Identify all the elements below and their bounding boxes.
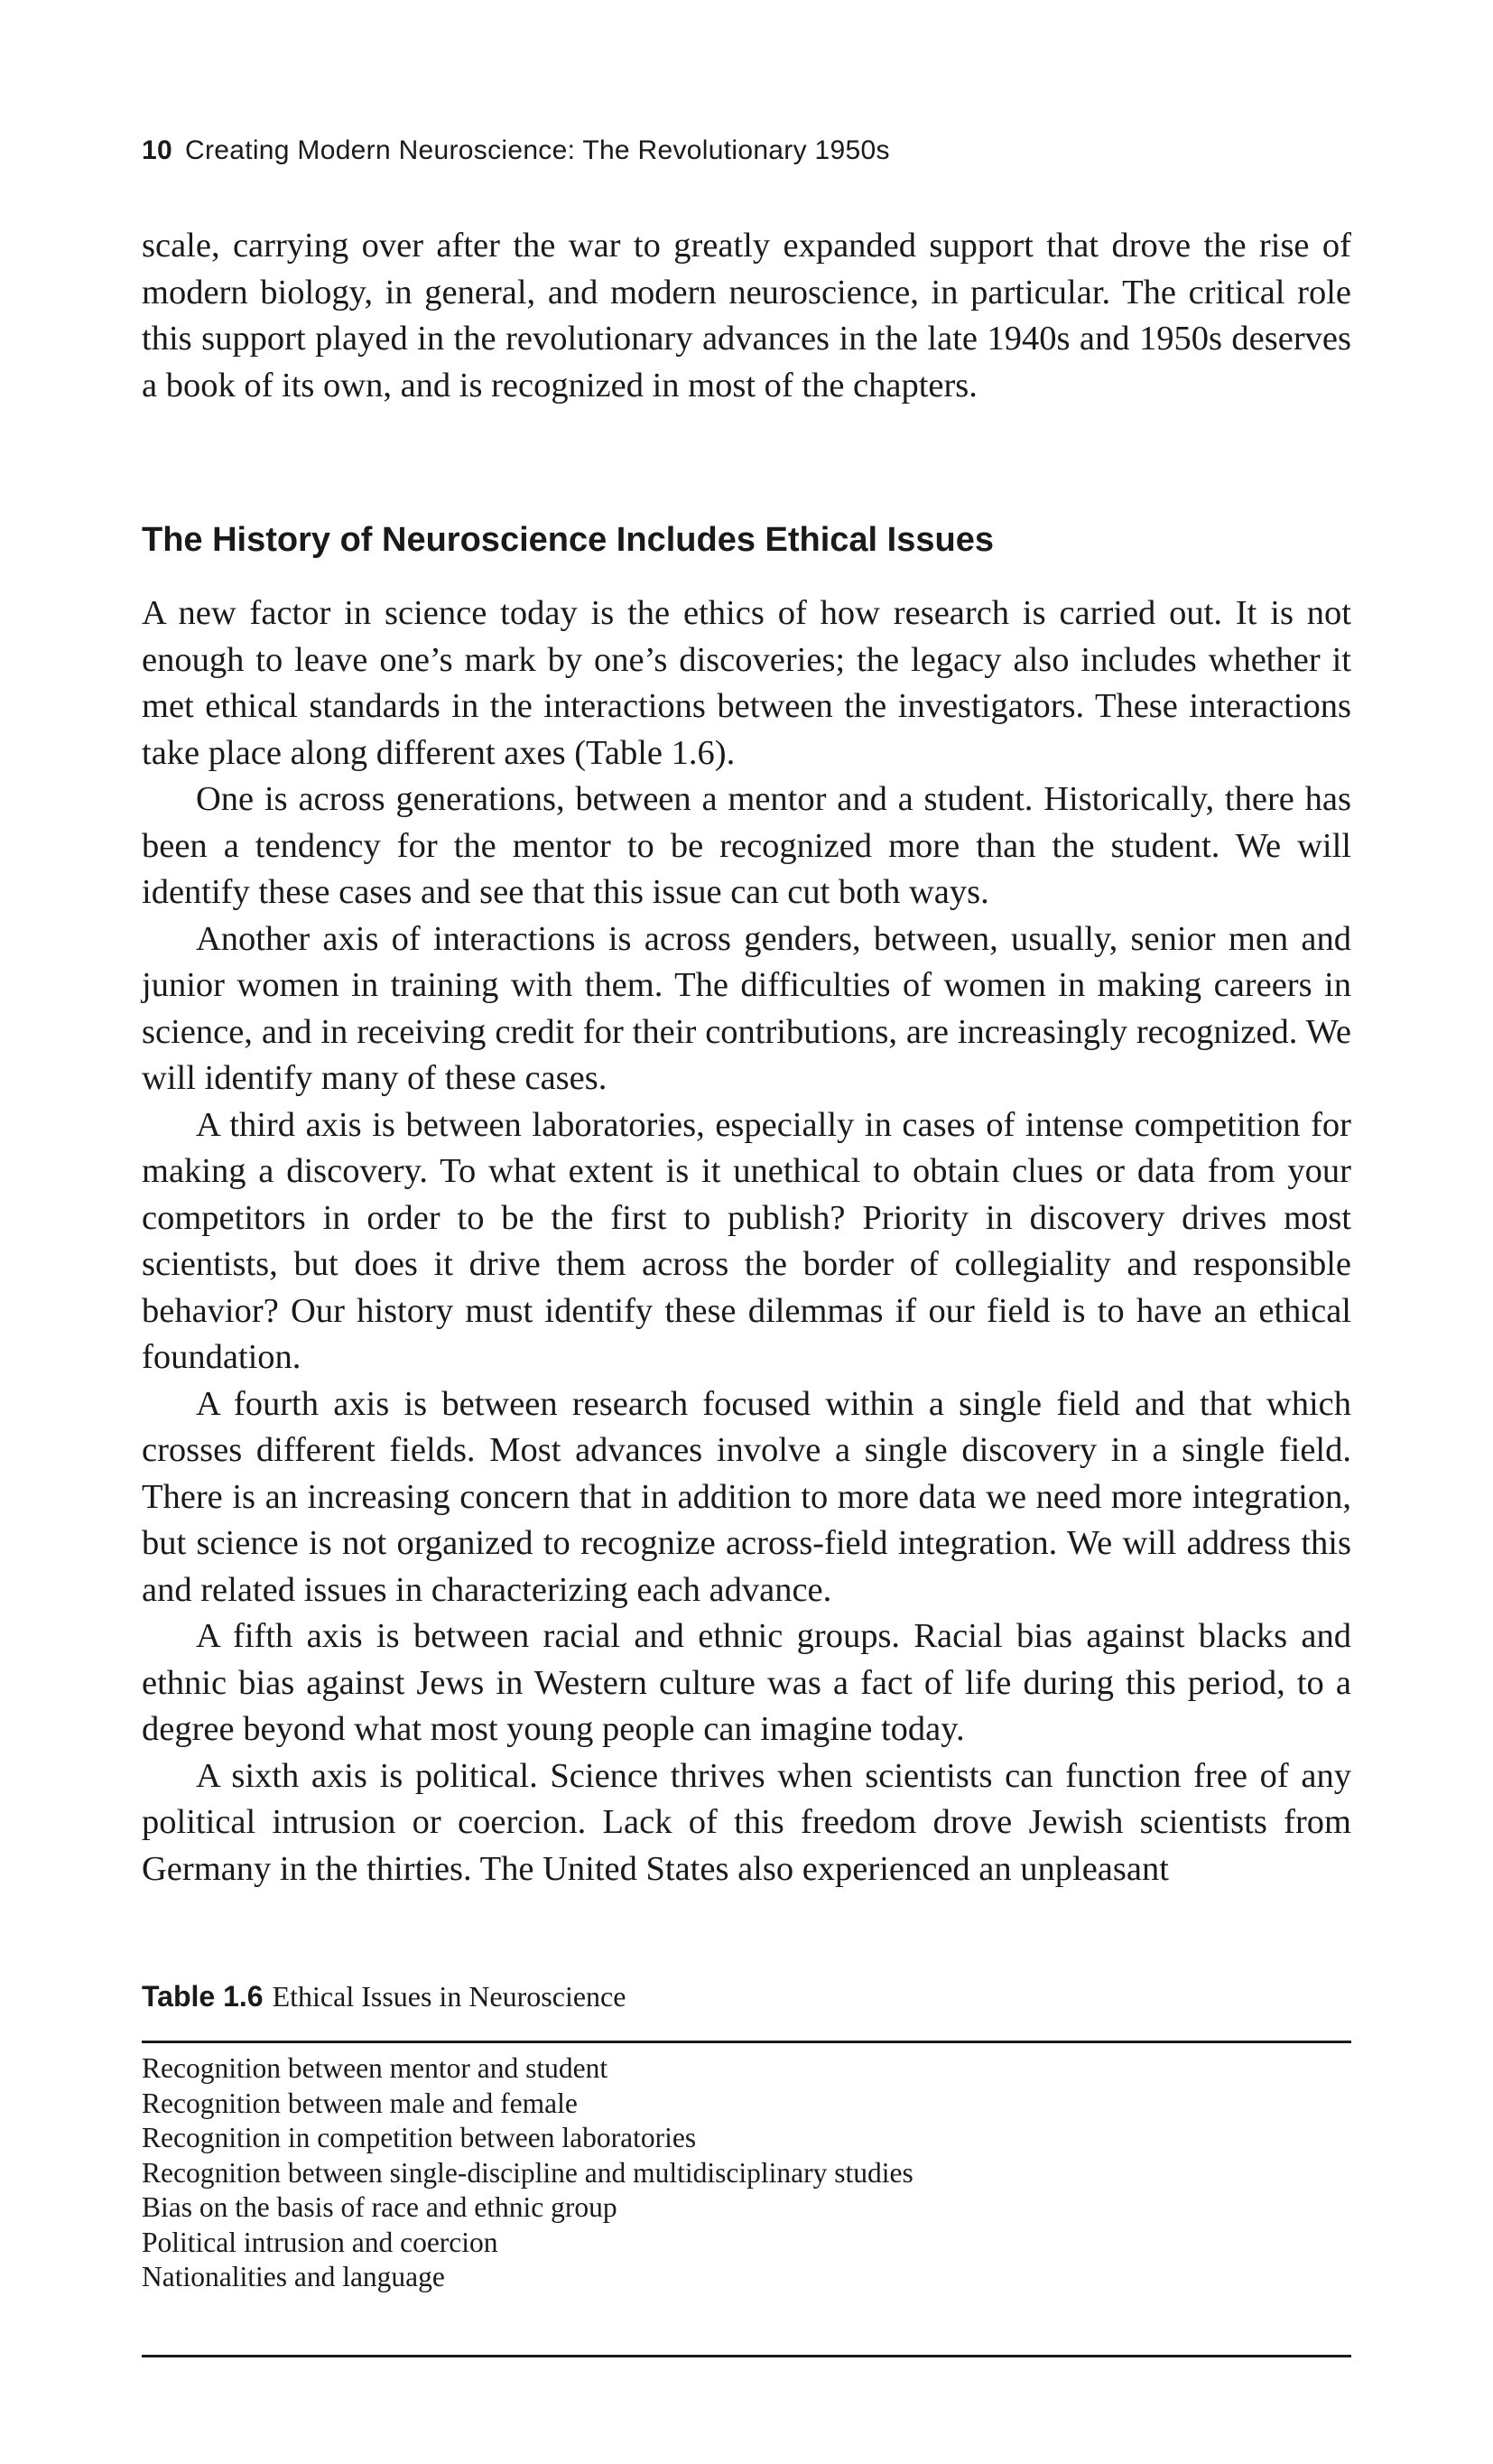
intro-paragraph: scale, carrying over after the war to greatly expanded support that drove the rise of modern biology, in general, and modern neuroscience, in particular. The critical role this support played in the revolutionary advances in the late 1940s and 1950s deserves a book of its own, and is recognized in most of the chapters. (142, 227, 1351, 404)
table-body (142, 2051, 1351, 2295)
section-paragraph: A sixth axis is political. Science thrives when scientists can function free of any political intrusion or coercion. Lack of this freedom drove Jewish scientists from Germany in the thirties. The United States also experienced an unpleasant (142, 1756, 1351, 1888)
section-paragraph: Another axis of interactions is across genders, between, usually, senior men and junior women in training with them. The difficulties of women in making careers in science, and in receiving credit for their contributions, are increasingly recognized. We will identify many of these cases. (142, 919, 1351, 1097)
table-row: Recognition between mentor and student (142, 2052, 608, 2084)
table-label: Table 1.6 (142, 1980, 264, 2013)
section-paragraph: A fifth axis is between racial and ethnic groups. Racial bias against blacks and ethnic bias against Jews in Western culture was a fact of life during this period, to a degree beyond what most young people can imagine today. (142, 1617, 1351, 1748)
table-bottom-rule (142, 2355, 1351, 2357)
table-caption (142, 1978, 626, 2014)
section-paragraph: One is across generations, between a mentor and a student. Historically, there has been a tendency for the mentor to be recognized more than the student. We will identify these cases and see that this issue can cut both ways. (142, 780, 1351, 911)
intro-text (142, 223, 1351, 409)
section-paragraph: A new factor in science today is the ethics of how research is carried out. It is not enough to leave one’s mark by one’s discoveries; the legacy also includes whether it met ethical standards in the interactions between the investigators. These interactions take place along different axes (Table 1.6). (142, 594, 1351, 772)
table-title: Ethical Issues in Neuroscience (272, 1980, 626, 2013)
section-body (142, 590, 1351, 1892)
table-top-rule (142, 2041, 1351, 2043)
section-paragraph: A fourth axis is between research focused within a single field and that which crosses different fields. Most advances involve a single discovery in a single field. There is an increasing concern that in addition to more data we need more integration, but science is not organized to recognize across-field integration. We will address this and related issues in characterizing each advance. (142, 1384, 1351, 1609)
page-number: 10 (142, 135, 172, 165)
running-title: Creating Modern Neuroscience: The Revolutionary 1950s (184, 135, 890, 165)
table-row: Bias on the basis of race and ethnic group (142, 2191, 617, 2223)
table-row: Recognition in competition between laboratories (142, 2122, 697, 2153)
table-row: Recognition between male and female (142, 2087, 578, 2119)
running-head (142, 135, 890, 166)
section-paragraph: A third axis is between laboratories, especially in cases of intense competition for making a discovery. To what extent is it unethical to obtain clues or data from your competitors in order to be the first to publish? Priority in discovery drives most scientists, but does it drive them across the border of collegiality and responsible behavior? Our history must identify these dilemmas if our field is to have an ethical foundation. (142, 1105, 1351, 1376)
table-row: Nationalities and language (142, 2261, 445, 2292)
table-row: Political intrusion and coercion (142, 2226, 498, 2258)
table-row: Recognition between single-discipline and multidisciplinary studies (142, 2156, 913, 2189)
section-heading: The History of Neuroscience Includes Ethical Issues (142, 521, 994, 559)
